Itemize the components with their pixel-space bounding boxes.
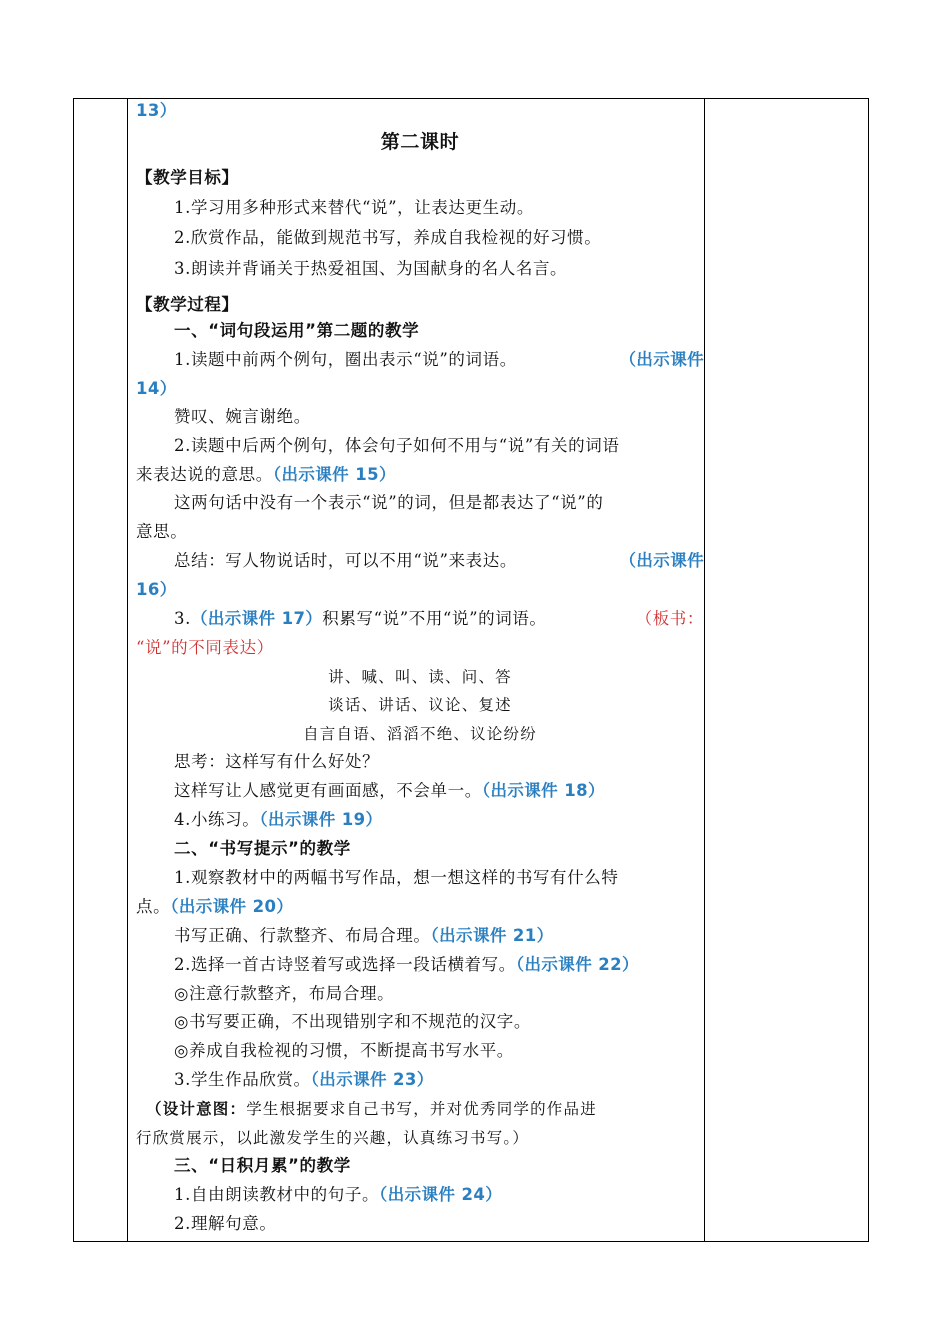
paragraph-line [136,1184,704,1206]
design-intent-line: 行欣赏展示，以此激发学生的兴趣，认真练习书写。） [136,1129,530,1147]
text: 3. [174,609,191,628]
courseware-ref: （出示课件 19） [259,810,383,829]
text: 来表达说的意思。 [136,465,273,484]
paragraph-line [136,464,704,486]
board-note: （板书： [635,609,704,628]
board-note: “说”的不同表达） [136,638,274,657]
courseware-ref: （出示课件 [619,350,704,369]
heading-teaching-goals: 【教学目标】 [136,168,239,187]
paragraph-line: 1.观察教材中的两幅书写作品，想一想这样的书写有什么特 [174,868,619,887]
text: 1.自由朗读教材中的句子。 [174,1185,380,1204]
bullet-line: ◎注意行款整齐，布局合理。 [174,984,395,1003]
text: 点。 [136,897,171,916]
courseware-ref: （出示课件 18） [481,781,605,800]
text: 4.小练习。 [174,810,260,829]
section-title: 第二课时 [380,131,460,153]
board-word-list: 谈话、讲话、议论、复述 [328,696,512,714]
text: 总结：写人物说话时，可以不用“说”来表达。 [174,551,517,570]
bullet-line: ◎书写要正确，不出现错别字和不规范的汉字。 [174,1012,531,1031]
text: 学生根据要求自己书写，并对优秀同学的作品进 [246,1100,597,1118]
courseware-ref: 16） [136,580,177,599]
subsection-heading: 一、“词句段运用”第二题的教学 [174,321,420,340]
subsection-heading: 二、“书写提示”的教学 [174,839,351,858]
subsection-heading: 三、“日积月累”的教学 [174,1156,351,1175]
paragraph-line [136,780,704,802]
goal-item: 2.欣赏作品，能做到规范书写，养成自我检视的好习惯。 [174,228,602,247]
paragraph-line [136,896,704,918]
courseware-ref: （出示课件 22） [515,955,639,974]
courseware-ref: （出示课件 23） [310,1070,434,1089]
courseware-ref: （出示课件 [619,551,704,570]
paragraph-line: 思考：这样写有什么好处？ [174,752,380,771]
board-word-list: 讲、喊、叫、读、问、答 [328,668,512,686]
courseware-ref: 14） [136,379,177,398]
paragraph-line: 赞叹、婉言谢绝。 [174,407,311,426]
paragraph-line [136,809,704,831]
lesson-plan-table [73,98,869,1242]
column-divider-right [704,99,705,1241]
paragraph-line [136,550,704,572]
column-divider-left [127,99,128,1241]
bullet-line: ◎养成自我检视的习惯，不断提高书写水平。 [174,1041,514,1060]
courseware-ref: （出示课件 24） [379,1185,503,1204]
courseware-ref: （出示课件 20） [170,897,294,916]
paragraph-line: 2.理解句意。 [174,1214,277,1233]
courseware-ref: （出示课件 17） [190,609,323,628]
design-intent-line [136,1098,704,1120]
paragraph-line [136,954,704,976]
paragraph-line: 意思。 [136,522,188,541]
design-intent-label: （设计意图： [146,1099,247,1118]
goal-item: 1.学习用多种形式来替代“说”，让表达更生动。 [174,198,534,217]
text: 1.读题中前两个例句，圈出表示“说”的词语。 [174,350,517,369]
heading-teaching-process: 【教学过程】 [136,295,239,314]
paragraph-line [136,349,704,371]
paragraph-line [136,608,704,630]
text: 3.学生作品欣赏。 [174,1070,311,1089]
goal-item: 3.朗读并背诵关于热爱祖国、为国献身的名人名言。 [174,259,568,278]
courseware-ref: （出示课件 15） [272,465,396,484]
courseware-ref: 13） [136,101,177,120]
paragraph-line: 这两句话中没有一个表示“说”的词，但是都表达了“说”的 [174,493,604,512]
text: 2.选择一首古诗竖着写或选择一段话横着写。 [174,955,516,974]
text: 书写正确、行款整齐、布局合理。 [174,926,431,945]
paragraph-line [136,925,704,947]
text: 这样写让人感觉更有画面感，不会单一。 [174,781,482,800]
paragraph-line: 2.读题中后两个例句，体会句子如何不用与“说”有关的词语 [174,436,620,455]
board-word-list: 自言自语、滔滔不绝、议论纷纷 [303,725,537,743]
text: 积累写“说”不用“说”的词语。 [322,609,547,628]
paragraph-line [136,1069,704,1091]
courseware-ref: （出示课件 21） [430,926,554,945]
